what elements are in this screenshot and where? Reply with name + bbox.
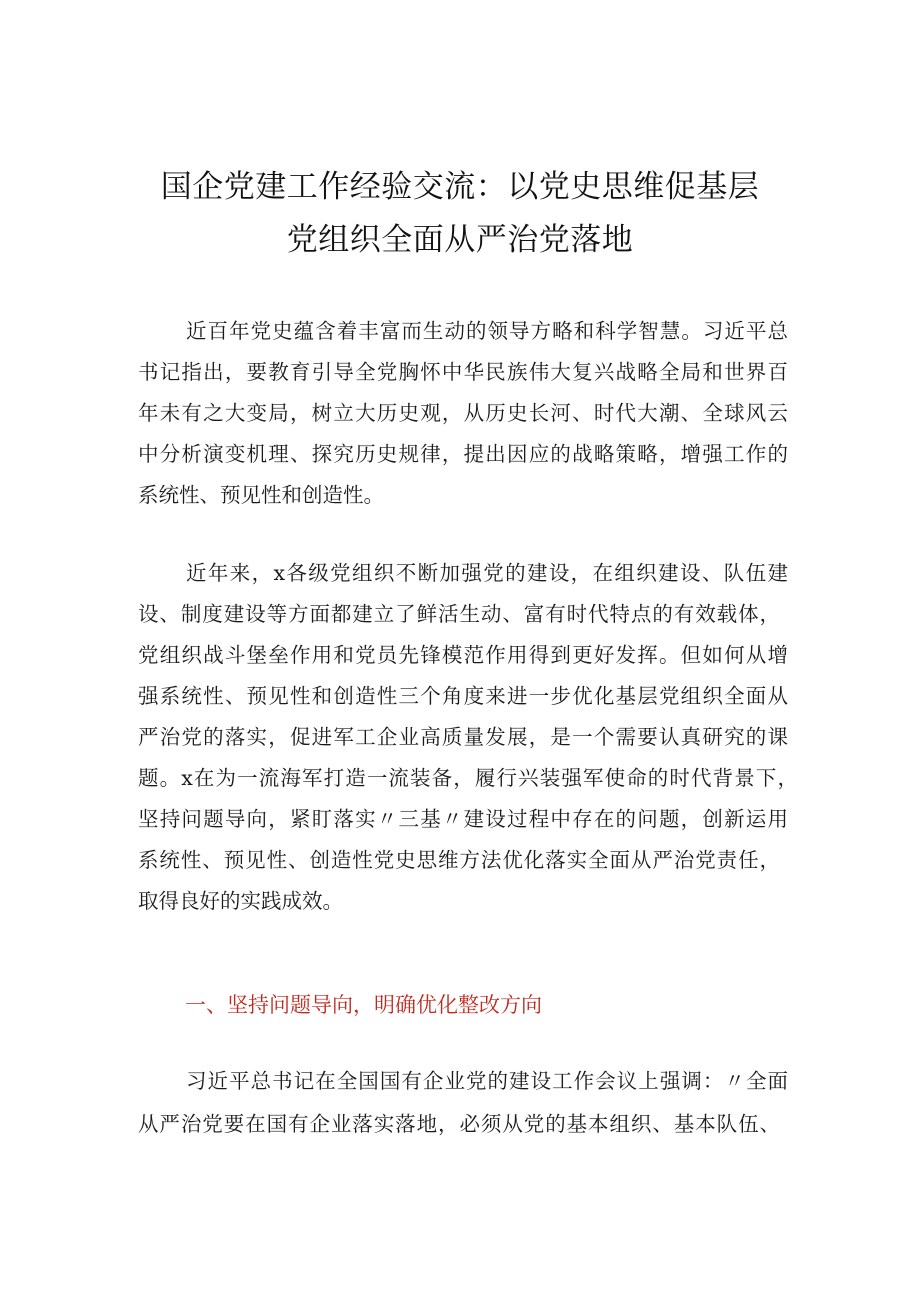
paragraph-line: 中分析演变机理、探究历史规律，提出因应的战略策略，增强工作的 (138, 442, 788, 466)
paragraph-line: 严治党的落实，促进军工企业高质量发展，是一个需要认真研究的课 (138, 725, 788, 749)
paragraph-line: 系统性、预见性、创造性党史思维方法优化落实全面从严治党责任， (138, 848, 780, 872)
paragraph-line: 从严治党要在国有企业落实落地，必须从党的基本组织、基本队伍、 (138, 1112, 780, 1136)
paragraph-line: 坚持问题导向，紧盯落实〃三基〃建设过程中存在的问题，创新运用 (138, 807, 788, 831)
document-title-line-2: 党组织全面从严治党落地 (286, 222, 634, 258)
paragraph-line: 取得良好的实践成效。 (138, 889, 343, 913)
paragraph-line: 书记指出，要教育引导全党胸怀中华民族伟大复兴战略全局和世界百 (138, 360, 788, 384)
paragraph-line: 设、制度建设等方面都建立了鲜活生动、富有时代特点的有效载体， (138, 602, 780, 626)
paragraph-line: 强系统性、预见性和创造性三个角度来进一步优化基层党组织全面从 (138, 684, 788, 708)
paragraph-line: 近年来，x各级党组织不断加强党的建设，在组织建设、队伍建 (186, 561, 788, 585)
paragraph-line: 题。x在为一流海军打造一流装备，履行兴装强军使命的时代背景下， (138, 766, 798, 790)
paragraph-line: 党组织战斗堡垒作用和党员先锋模范作用得到更好发挥。但如何从增 (138, 643, 788, 667)
paragraph-line: 习近平总书记在全国国有企业党的建设工作会议上强调：〃全面 (186, 1069, 788, 1093)
document-title-line-1: 国企党建工作经验交流：以党史思维促基层 (160, 169, 760, 205)
paragraph-line: 近百年党史蕴含着丰富而生动的领导方略和科学智慧。习近平总 (186, 319, 788, 343)
paragraph-line: 系统性、预见性和创造性。 (138, 483, 384, 507)
section-heading: 一、坚持问题导向，明确优化整改方向 (185, 993, 542, 1017)
paragraph-line: 年未有之大变局，树立大历史观，从历史长河、时代大潮、全球风云 (138, 401, 788, 425)
